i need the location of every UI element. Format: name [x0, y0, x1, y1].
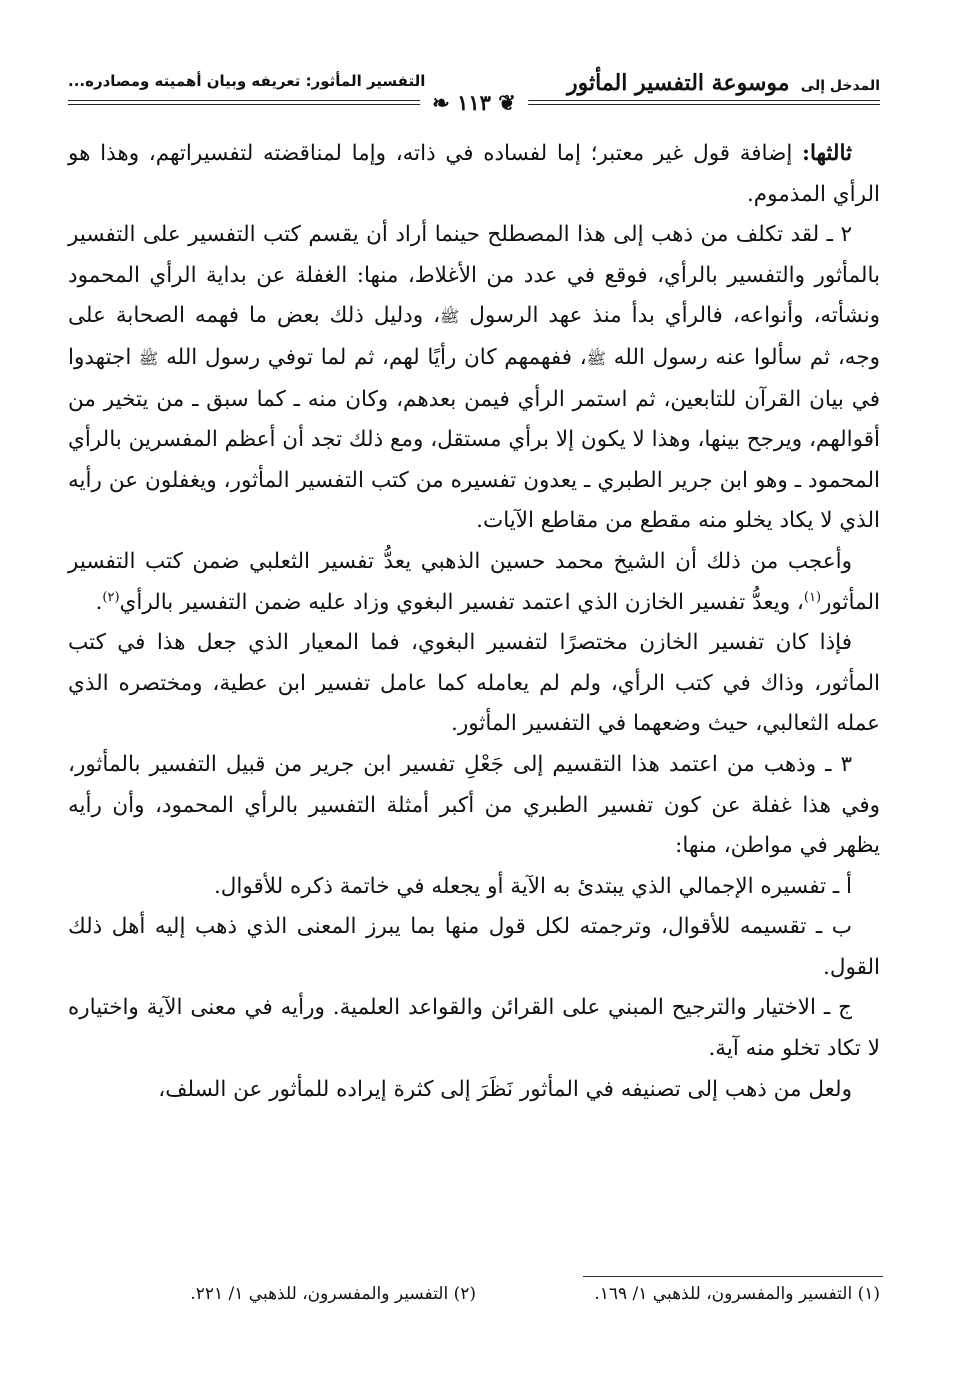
paragraph-2-part-d: اجتهدوا في بيان القرآن للتابعين، ثم استمر الرأي فيمن بعدهم، وكان منه ـ كما سبق ـ من يتخير من أقوالهم، ويرجح بينها، وهذا لا يكون إلا برأي مستقل، ومع ذلك تجد أن أعظم المفسرين بالرأي المحمود ـ وهو ابن جرير الطبري ـ يعدون تفسيره من كتب التفسير المأثور، ويغفلون عن رأيه الذي لا يكاد يخلو منه مقطع من مقاطع الآيات. — [68, 344, 880, 534]
paragraph-1-text: إضافة قول غير معتبر؛ إما لفساده في ذاته، وإما لمناقضته لتفسيراتهم، وهذا هو الرأي المذموم. — [68, 141, 880, 207]
paragraph-3-part-a: وأعجب من ذلك أن الشيخ محمد حسين الذهبي يعدُّ تفسير الثعلبي ضمن كتب التفسير المأثور — [68, 548, 880, 615]
paragraph-2-part-b: ، ودليل ذلك بعض ما فهمه الصحابة على وجه، ثم سألوا عنه رسول الله — [68, 303, 881, 370]
paragraph-4: فإذا كان تفسير الخازن مختصرًا لتفسير البغوي، فما المعيار الذي جعل هذا في كتب المأثور، وذاك في كتب الرأي، ولم لم يعامله كما عامل تفسير ابن عطية، ومختصره الذي عمله الثعالبي، حيث وضعهما في التفسير المأثور. — [68, 630, 880, 737]
footnote-1: (١) التفسير والمفسرون، للذهبي ١/ ١٦٩. — [594, 1284, 880, 1304]
page-number-value: ١١٣ — [457, 90, 491, 115]
header-lead: المدخل إلى — [800, 78, 880, 94]
paragraph-2-part-a: ٢ ـ لقد تكلف من ذهب إلى هذا المصطلح حينما أراد أن يقسم كتب التفسير على التفسير بالمأثور والتفسير بالرأي، فوقع في عدد من الأغلاط، منها: الغفلة عن بداية الرأي المحمود ونشأته، وأنواعه، فالرأي بدأ منذ عهد الرسول — [68, 222, 880, 329]
footnote-ref-2[interactable]: (٢) — [102, 589, 120, 605]
section-title: التفسير المأثور: تعريفه وبيان أهميته ومصادره... — [68, 72, 426, 90]
footnote-2: (٢) التفسير والمفسرون، للذهبي ١/ ٢٢١. — [190, 1284, 476, 1304]
paragraph-3 — [68, 542, 880, 623]
paragraph-3-part-c: . — [95, 589, 103, 615]
header-brand: موسوعة التفسير المأثور — [567, 70, 790, 96]
paragraph-9: ولعل من ذهب إلى تصنيفه في المأثور نَظَرَ إلى كثرة إيراده للمأثور عن السلف، — [158, 1076, 852, 1102]
body-text — [68, 134, 880, 1110]
list-item-b: ب ـ تقسيمه للأقوال، وترجمته لكل قول منها بما يبرز المعنى الذي ذهب إليه أهل ذلك القول. — [68, 914, 880, 980]
list-item-a: أ ـ تفسيره الإجمالي الذي يبتدئ به الآية أو يجعله في خاتمة ذكره للأقوال. — [213, 873, 852, 899]
paragraph-2-part-c: ، ففهمهم كان رأيًا لهم، ثم لما توفي رسول الله — [166, 344, 587, 370]
page-number: ❦ ١١٣ ❧ — [420, 90, 528, 115]
list-item-c: ج ـ الاختيار والترجيح المبني على القرائن والقواعد العلمية. ورأيه في معنى الآية واختياره لا تكاد تخلو منه آية. — [68, 995, 880, 1062]
paragraph-1 — [68, 134, 880, 215]
paragraph-3-part-b: ، ويعدُّ تفسير الخازن الذي اعتمد تفسير البغوي وزاد عليه ضمن التفسير بالرأي — [119, 589, 804, 615]
footnote-rule — [583, 1276, 883, 1277]
book-title — [567, 70, 880, 96]
paragraph-label: ثالثها: — [802, 141, 852, 166]
paragraph-2 — [68, 215, 880, 542]
paragraph-5: ٣ ـ وذهب من اعتمد هذا التقسيم إلى جَعْلِ تفسير ابن جرير من قبيل التفسير بالمأثور، وفي هذا غفلة عن كون تفسير الطبري من أكبر أمثلة التفسير بالرأي المحمود، وأن رأيه يظهر في مواطن، منها: — [68, 751, 880, 859]
salawat-glyph: ﷺ — [440, 307, 460, 327]
running-header — [68, 60, 880, 120]
salawat-glyph: ﷺ — [586, 348, 606, 368]
footnote-ref-1[interactable]: (١) — [803, 589, 822, 605]
salawat-glyph: ﷺ — [139, 348, 159, 368]
